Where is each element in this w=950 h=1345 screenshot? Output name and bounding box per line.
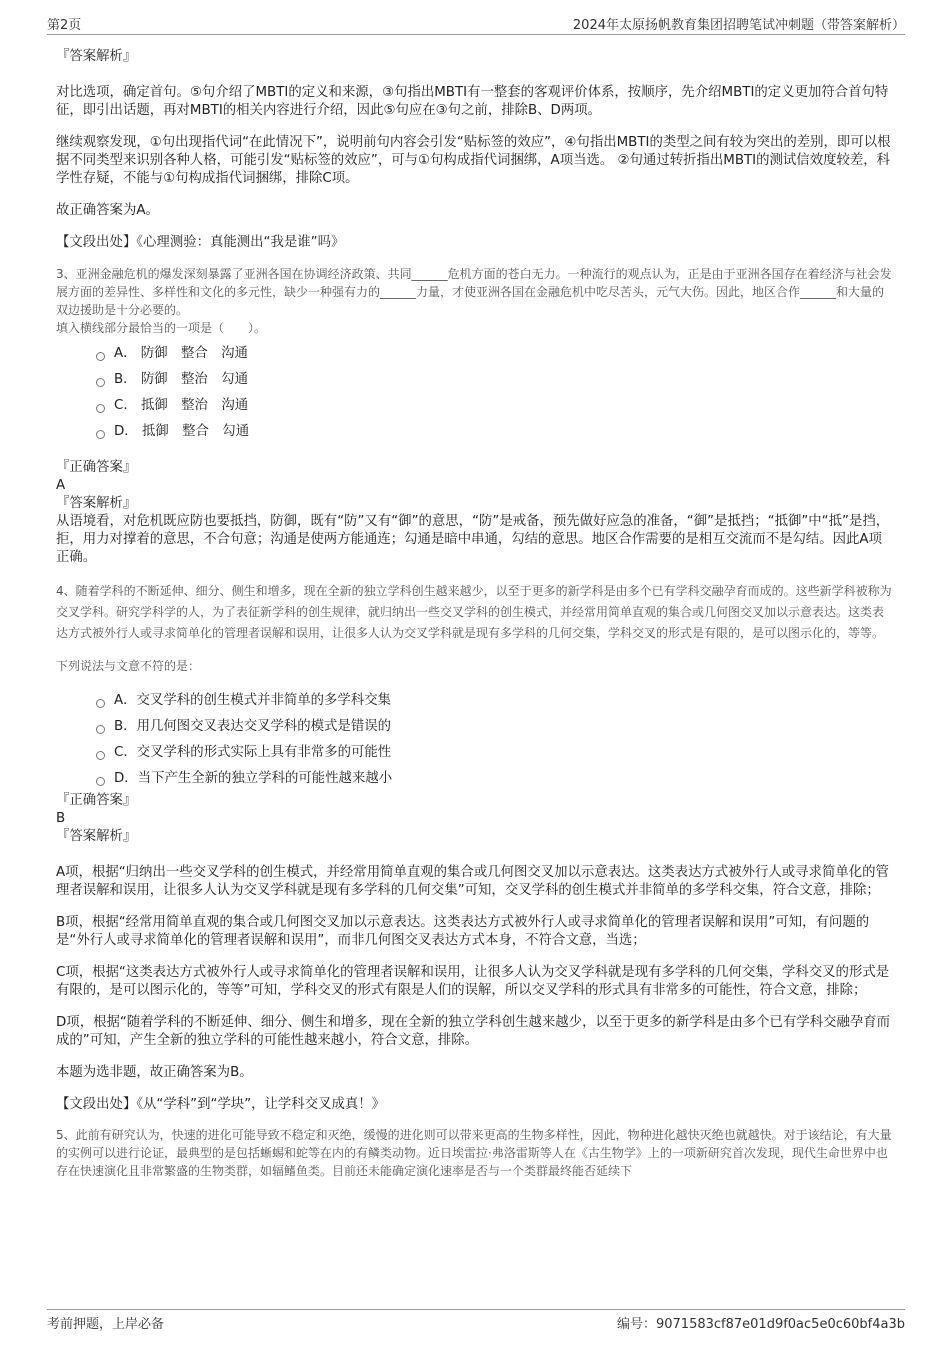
footer-slogan: 考前押题，上岸必备: [47, 1317, 165, 1332]
q4-analysis-a: A项，根据“归纳出一些交叉学科的创生模式，并经常用简单直观的集合或几何图交叉加以示意表达。这类表达方式被外行人或寻求简单化的管理者误解和误用，让很多人认为交叉学科就是现有多学科的几何交集”可知，交叉学科的创生模式并非简单的多学科交集，符合文意，排除；: [56, 865, 889, 898]
q4-analysis-b: B项，根据“经常用简单直观的集合或几何图交叉加以示意表达。这类表达方式被外行人或寻求简单化的管理者误解和误用”可知，有问题的是“外行人或寻求简单化的管理者误解和误用”，而非几何图交叉表达方式本身，不符合文意，当选；: [56, 915, 870, 948]
q4-answer-label: 『正确答案』: [56, 793, 137, 808]
footer-rule: [47, 1309, 905, 1310]
q2-source: 【文段出处】《心理测验：真能测出“我是谁”吗》: [56, 235, 345, 250]
q3-answer: A: [56, 478, 66, 493]
radio-icon[interactable]: [96, 404, 105, 413]
q3-analysis-label: 『答案解析』: [56, 496, 137, 511]
document-id: 编号：9071583cf87e01d9f0ac5e0c60bf4a3b: [616, 1317, 905, 1332]
q3-option-c[interactable]: C． 抵御 整治 沟通: [96, 393, 894, 419]
q5-stem: 5、此前有研究认为，快速的进化可能导致不稳定和灭绝，缓慢的进化则可以带来更高的生物多样性，因此，物种进化越快灭绝也就越快。对于该结论，有大量的实例可以进行论证，最典型的是包括蜥蜴和蛇等在内的有鳞类动物。近日埃雷拉·弗洛雷斯等人在《古生物学》上的一项新研究首次发现，现代生命世界中也存在快速演化且非常繁盛的生物类群，如辐鳍鱼类。目前还未能确定演化速率是否与一个类群最终能否延续下: [56, 1128, 892, 1178]
q4-answer: B: [56, 811, 66, 826]
radio-icon[interactable]: [96, 777, 105, 786]
radio-icon[interactable]: [96, 378, 105, 387]
q3-options: [96, 341, 894, 445]
q3-option-a[interactable]: A． 防御 整合 沟通: [96, 341, 894, 367]
page-footer: [47, 1313, 905, 1333]
q4-stem: 4、随着学科的不断延伸、细分、侧生和增多，现在全新的独立学科创生越来越少，以至于更多的新学科是由多个已有学科交融孕育而成的。这些新学科被称为交叉学科。研究学科学的人，为了表征新学科的创生规律，就归纳出一些交叉学科的创生模式，并经常用简单直观的集合或几何图交叉加以示意表达。这类表达方式被外行人或寻求简单化的管理者误解和误用，让很多人认为交叉学科就是现有多学科的几何交集，学科交叉的形式是有限的，是可以图示化的，等等。: [56, 584, 892, 640]
q2-analysis-p2: 继续观察发现，①句出现指代词“在此情况下”，说明前句内容会引发“贴标签的效应”，④句指出MBTI的类型之间有较为突出的差别，即可以根据不同类型来识别各种人格，可能引发“贴标签的效应”，可与①句构成指代词捆绑，A项当选。 ②句通过转折指出MBTI的测试信效度较差，科学性存疑，不能与①句构成指代词捆绑，排除C项。: [56, 135, 891, 186]
q4-option-d[interactable]: D．当下产生全新的独立学科的可能性越来越小: [96, 766, 894, 792]
header-rule: [47, 34, 905, 35]
q3-option-d[interactable]: D． 抵御 整合 勾通: [96, 419, 894, 445]
q4-option-c[interactable]: C．交叉学科的形式实际上具有非常多的可能性: [96, 740, 894, 766]
q4-options: [96, 688, 894, 792]
document-body: [56, 44, 894, 1312]
document-title: 2024年太原扬帆教育集团招聘笔试冲刺题（带答案解析）: [572, 18, 905, 33]
radio-icon[interactable]: [96, 352, 105, 361]
q4-option-a[interactable]: A．交叉学科的创生模式并非简单的多学科交集: [96, 688, 894, 714]
radio-icon[interactable]: [96, 430, 105, 439]
q4-option-b[interactable]: B．用几何图交叉表达交叉学科的模式是错误的: [96, 714, 894, 740]
q4-analysis-label: 『答案解析』: [56, 829, 137, 844]
q4-analysis-d: D项，根据“随着学科的不断延伸、细分、侧生和增多，现在全新的独立学科创生越来越少，以至于更多的新学科是由多个已有学科交融孕育而成的”可知，产生全新的独立学科的可能性越来越小，符合文意，排除。: [56, 1015, 891, 1048]
q4-source: 【文段出处】《从“学科”到“学块”，让学科交叉成真！》: [56, 1097, 386, 1112]
q2-analysis-label: 『答案解析』: [56, 49, 137, 64]
q3-prompt: 填入横线部分最恰当的一项是（ ）。: [56, 321, 267, 335]
q3-stem: 3、亚洲金融危机的爆发深刻暴露了亚洲各国在协调经济政策、共同______危机方面的苍白无力。一种流行的观点认为，正是由于亚洲各国存在着经济与社会发展方面的差异性、多样性和文化的多元性，缺少一种强有力的______力量，才使亚洲各国在金融危机中吃尽苦头，元气大伤。因此，地区合作______和大量的双边援助是十分必要的。: [56, 267, 892, 317]
radio-icon[interactable]: [96, 699, 105, 708]
q4-conclusion: 本题为选非题，故正确答案为B。: [56, 1065, 253, 1080]
q2-analysis-p3: 故正确答案为A。: [56, 203, 159, 218]
q3-answer-label: 『正确答案』: [56, 460, 137, 475]
q3-option-b[interactable]: B． 防御 整治 勾通: [96, 367, 894, 393]
q3-analysis: 从语境看，对危机既应防也要抵挡，防御，既有“防”又有“御”的意思，“防”是戒备，预先做好应急的准备，“御”是抵挡；“抵御”中“抵”是挡，拒，用力对撑着的意思，不合句意；沟通是使两方能通连；勾通是暗中串通，勾结的意思。地区合作需要的是相互交流而不是勾结。因此A项正确。: [56, 514, 890, 565]
radio-icon[interactable]: [96, 725, 105, 734]
q4-analysis-c: C项，根据“这类表达方式被外行人或寻求简单化的管理者误解和误用，让很多人认为交叉学科就是现有多学科的几何交集，学科交叉的形式是有限的，是可以图示化的，等等”可知，学科交叉的形式有限是人们的误解，所以交叉学科的形式具有非常多的可能性，符合文意，排除；: [56, 965, 890, 998]
q4-prompt: 下列说法与文意不符的是：: [56, 659, 201, 673]
radio-icon[interactable]: [96, 751, 105, 760]
q2-analysis-p1: 对比选项，确定首句。⑤句介绍了MBTI的定义和来源，③句指出MBTI有一整套的客观评价体系，按顺序，先介绍MBTI的定义更加符合首句特征，即引出话题，再对MBTI的相关内容进行介绍，因此⑤句应在③句之前，排除B、D两项。: [56, 85, 889, 118]
page-header: [47, 14, 905, 34]
page-number: 第2页: [47, 18, 82, 33]
